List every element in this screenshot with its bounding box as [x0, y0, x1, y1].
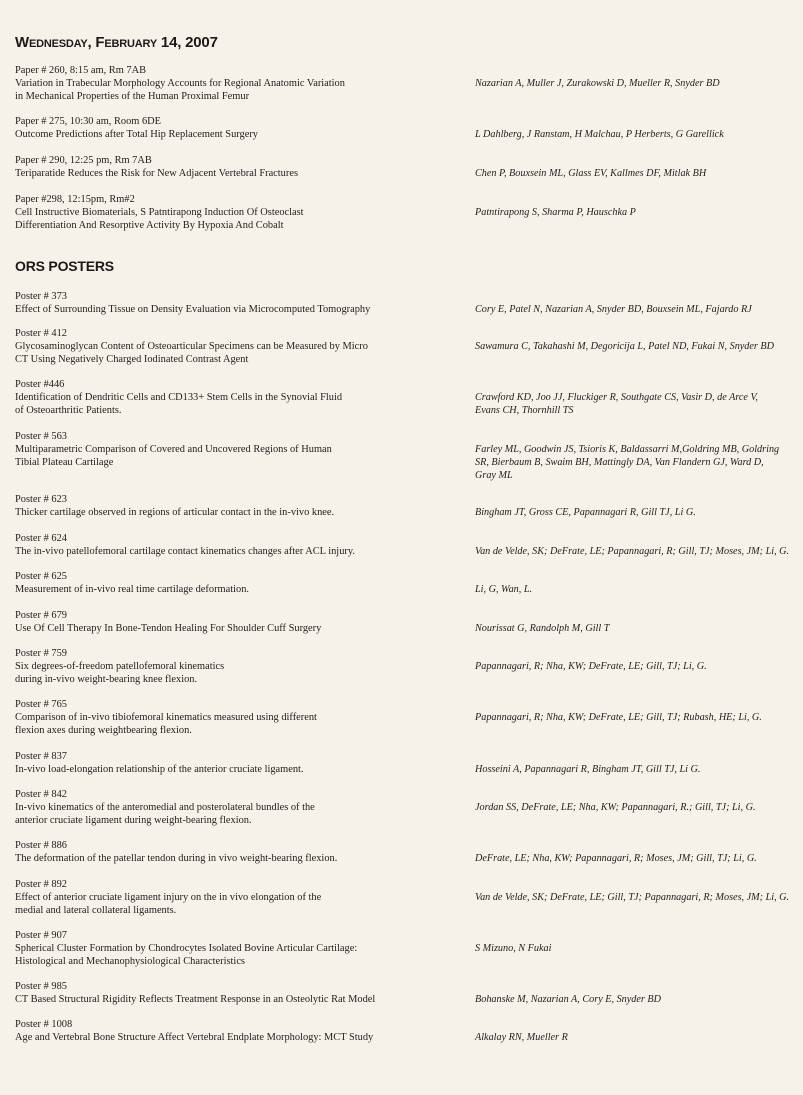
entry-text: [15, 290, 465, 316]
paper-entry: [15, 115, 795, 141]
author-line: Alkalay RN, Mueller R: [475, 1032, 568, 1043]
entry-title-line: In-vivo load-elongation relationship of the anterior cruciate ligament.: [15, 764, 304, 775]
entry-title-line: Variation in Trabecular Morphology Accounts for Regional Anatomic Variation: [15, 78, 345, 89]
entry-text: [15, 839, 465, 865]
entry-id: Poster # 563: [15, 431, 67, 442]
entry-title-line: Effect of anterior cruciate ligament injury on the in vivo elongation of the: [15, 892, 322, 903]
entry-authors: [475, 583, 803, 596]
entry-title-line: In-vivo kinematics of the anteromedial and posterolateral bundles of the: [15, 802, 315, 813]
author-line: Gray ML: [475, 470, 513, 481]
author-line: Nazarian A, Muller J, Zurakowski D, Mueller R, Snyder BD: [475, 78, 720, 89]
poster-entry: [15, 839, 795, 865]
author-line: S Mizuno, N Fukai: [475, 943, 552, 954]
poster-entry: [15, 378, 795, 417]
entry-authors: [475, 545, 803, 558]
entry-text: [15, 570, 465, 596]
entry-id: Poster # 837: [15, 751, 67, 762]
author-line: DeFrate, LE; Nha, KW; Papannagari, R; Moses, JM; Gill, TJ; Li, G.: [475, 853, 757, 864]
poster-entry: [15, 532, 795, 558]
entry-id: Poster # 1008: [15, 1019, 73, 1030]
entry-authors: [475, 443, 803, 482]
poster-entry: [15, 609, 795, 635]
author-line: Van de Velde, SK; DeFrate, LE; Papannagari, R; Gill, TJ; Moses, JM; Li, G.: [475, 546, 790, 557]
entry-text: [15, 929, 465, 968]
author-line: Cory E, Patel N, Nazarian A, Snyder BD, Bouxsein ML, Fajardo RJ: [475, 304, 752, 315]
entry-title-line: Differentiation And Resorptive Activity By Hypoxia And Cobalt: [15, 220, 284, 231]
author-line: Evans CH, Thornhill TS: [475, 405, 574, 416]
entry-id: Paper # 290, 12:25 pm, Rm 7AB: [15, 155, 152, 166]
entry-title-line: Comparison of in-vivo tibiofemoral kinematics measured using different: [15, 712, 317, 723]
entry-title-line: Multiparametric Comparison of Covered and Uncovered Regions of Human: [15, 444, 332, 455]
author-line: SR, Bierbaum B, Swaim BH, Mattingly DA, Van Flandern GJ, Ward D,: [475, 457, 764, 468]
poster-entry: [15, 750, 795, 776]
poster-entry: [15, 430, 795, 481]
entry-title-line: Measurement of in-vivo real time cartilage deformation.: [15, 584, 249, 595]
entry-title-line: flexion axes during weightbearing flexion.: [15, 725, 192, 736]
entry-authors: [475, 763, 803, 776]
entry-title-line: Glycosaminoglycan Content of Osteoarticular Specimens can be Measured by Micro: [15, 341, 368, 352]
poster-entry: [15, 327, 795, 366]
entry-title-line: CT Based Structural Rigidity Reflects Treatment Response in an Osteolytic Rat Model: [15, 994, 376, 1005]
entry-text: [15, 609, 465, 635]
poster-entry: [15, 647, 795, 686]
entry-id: Poster # 842: [15, 789, 67, 800]
entry-title-line: Effect of Surrounding Tissue on Density Evaluation via Microcomputed Tomography: [15, 304, 371, 315]
entry-authors: [475, 506, 803, 519]
author-line: Patntirapong S, Sharma P, Hauschka P: [475, 207, 636, 218]
entry-id: Poster # 892: [15, 879, 67, 890]
entry-text: [15, 430, 465, 469]
entry-title-line: during in-vivo weight-bearing knee flexion.: [15, 674, 198, 685]
entry-title-line: medial and lateral collateral ligaments.: [15, 905, 177, 916]
entry-title-line: The deformation of the patellar tendon during in vivo weight-bearing flexion.: [15, 853, 338, 864]
entry-id: Poster # 985: [15, 981, 67, 992]
entry-title-line: Outcome Predictions after Total Hip Replacement Surgery: [15, 129, 259, 140]
poster-entry: [15, 698, 795, 737]
author-line: L Dahlberg, J Ranstam, H Malchau, P Herberts, G Garellick: [475, 129, 724, 140]
entry-authors: [475, 660, 803, 673]
entry-authors: [475, 801, 803, 814]
poster-entry: [15, 290, 795, 316]
entry-title-line: in Mechanical Properties of the Human Proximal Femur: [15, 91, 250, 102]
entry-text: [15, 378, 465, 417]
entry-id: Poster # 412: [15, 328, 67, 339]
entry-title-line: Identification of Dendritic Cells and CD133+ Stem Cells in the Synovial Fluid: [15, 392, 343, 403]
entry-authors: [475, 206, 803, 219]
entry-text: [15, 788, 465, 827]
entry-title-line: CT Using Negatively Charged Iodinated Contrast Agent: [15, 354, 249, 365]
entry-id: Poster # 759: [15, 648, 67, 659]
entry-id: Poster # 623: [15, 494, 67, 505]
entry-id: Poster # 907: [15, 930, 67, 941]
poster-entry: [15, 878, 795, 917]
entry-authors: [475, 622, 803, 635]
poster-entry: [15, 788, 795, 827]
entry-authors: [475, 391, 803, 417]
entry-id: Paper #298, 12:15pm, Rm#2: [15, 194, 135, 205]
paper-entry: [15, 64, 795, 103]
entry-id: Poster # 624: [15, 533, 67, 544]
entry-text: [15, 327, 465, 366]
author-line: Li, G, Wan, L.: [475, 584, 533, 595]
entry-authors: [475, 891, 803, 904]
entry-text: [15, 115, 465, 141]
entry-text: [15, 193, 465, 232]
entry-authors: [475, 852, 803, 865]
entry-id: Paper # 260, 8:15 am, Rm 7AB: [15, 65, 147, 76]
author-line: Papannagari, R; Nha, KW; DeFrate, LE; Gill, TJ; Rubash, HE; Li, G.: [475, 712, 762, 723]
entry-title-line: Cell Instructive Biomaterials, S Patntirapong Induction Of Osteoclast: [15, 207, 304, 218]
entry-title-line: anterior cruciate ligament during weight-bearing flexion.: [15, 815, 252, 826]
author-line: Bohanske M, Nazarian A, Cory E, Snyder BD: [475, 994, 661, 1005]
author-line: Nourissat G, Randolph M, Gill T: [475, 623, 610, 634]
entry-text: [15, 750, 465, 776]
entry-text: [15, 647, 465, 686]
entry-text: [15, 154, 465, 180]
entry-title-line: Histological and Mechanophysiological Characteristics: [15, 956, 245, 967]
poster-entry: [15, 493, 795, 519]
entry-title-line: Use Of Cell Therapy In Bone-Tendon Healing For Shoulder Cuff Surgery: [15, 623, 322, 634]
author-line: Chen P, Bouxsein ML, Glass EV, Kallmes DF, Mitlak BH: [475, 168, 707, 179]
entry-id: Poster # 373: [15, 291, 67, 302]
entry-text: [15, 980, 465, 1006]
entry-text: [15, 493, 465, 519]
author-line: Hosseini A, Papannagari R, Bingham JT, Gill TJ, Li G.: [475, 764, 701, 775]
entry-authors: [475, 77, 803, 90]
author-line: Sawamura C, Takahashi M, Degoricija L, Patel ND, Fukai N, Snyder BD: [475, 341, 775, 352]
entry-title-line: Spherical Cluster Formation by Chondrocytes Isolated Bovine Articular Cartilage:: [15, 943, 358, 954]
entry-text: [15, 64, 465, 103]
entry-text: [15, 532, 465, 558]
entry-authors: [475, 167, 803, 180]
poster-entry: [15, 929, 795, 968]
entry-title-line: Teriparatide Reduces the Risk for New Adjacent Vertebral Fractures: [15, 168, 298, 179]
entry-text: [15, 878, 465, 917]
entry-text: [15, 1018, 465, 1044]
entry-title-line: Age and Vertebral Bone Structure Affect Vertebral Endplate Morphology: MCT Study: [15, 1032, 374, 1043]
poster-entry: [15, 570, 795, 596]
paper-entry: [15, 154, 795, 180]
entry-title-line: The in-vivo patellofemoral cartilage contact kinematics changes after ACL injury.: [15, 546, 355, 557]
entry-authors: [475, 993, 803, 1006]
entry-id: Poster # 625: [15, 571, 67, 582]
entry-authors: [475, 1031, 803, 1044]
entry-title-line: Tibial Plateau Cartilage: [15, 457, 114, 468]
entry-text: [15, 698, 465, 737]
poster-entry: [15, 980, 795, 1006]
entry-title-line: Six degrees-of-freedom patellofemoral kinematics: [15, 661, 225, 672]
author-line: Farley ML, Goodwin JS, Tsioris K, Baldassarri M,Goldring MB, Goldring: [475, 444, 780, 455]
day-heading: Wednesday, February 14, 2007: [15, 34, 218, 51]
entry-authors: [475, 942, 803, 955]
entry-title-line: of Osteoarthritic Patients.: [15, 405, 122, 416]
entry-title-line: Thicker cartilage observed in regions of articular contact in the in-vivo knee.: [15, 507, 335, 518]
entry-id: Poster # 765: [15, 699, 67, 710]
author-line: Crawford KD, Joo JJ, Fluckiger R, Southgate CS, Vasir D, de Arce V,: [475, 392, 758, 403]
entry-authors: [475, 340, 803, 353]
entry-id: Poster # 679: [15, 610, 67, 621]
author-line: Papannagari, R; Nha, KW; DeFrate, LE; Gill, TJ; Li, G.: [475, 661, 707, 672]
entry-authors: [475, 128, 803, 141]
entry-authors: [475, 711, 803, 724]
poster-entry: [15, 1018, 795, 1044]
entry-id: Poster # 886: [15, 840, 67, 851]
author-line: Bingham JT, Gross CE, Papannagari R, Gill TJ, Li G.: [475, 507, 696, 518]
entry-id: Paper # 275, 10:30 am, Room 6DE: [15, 116, 162, 127]
author-line: Jordan SS, DeFrate, LE; Nha, KW; Papannagari, R.; Gill, TJ; Li, G.: [475, 802, 756, 813]
paper-entry: [15, 193, 795, 232]
author-line: Van de Velde, SK; DeFrate, LE; Gill, TJ; Papannagari, R; Moses, JM; Li, G.: [475, 892, 790, 903]
posters-heading: ORS POSTERS: [15, 258, 114, 274]
entry-authors: [475, 303, 803, 316]
entry-id: Poster #446: [15, 379, 65, 390]
